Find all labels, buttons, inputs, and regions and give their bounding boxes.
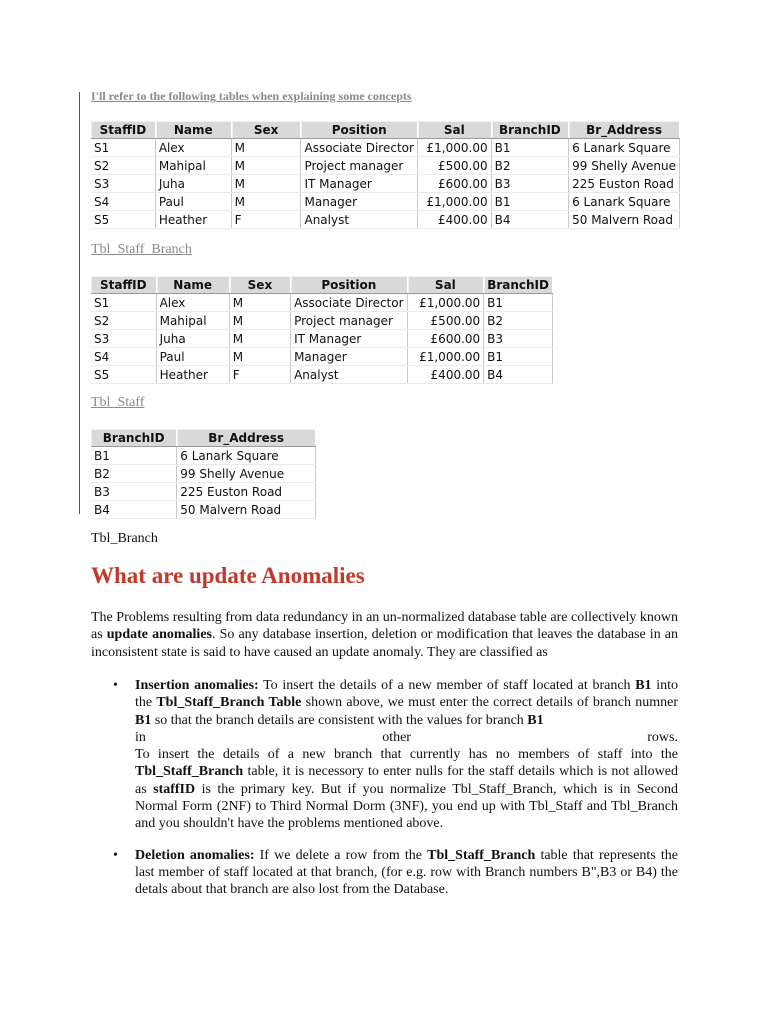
table-cell: 6 Lanark Square	[569, 139, 680, 157]
table-caption-branch: Tbl_Branch	[91, 531, 158, 546]
table-cell: M	[231, 175, 301, 193]
table-cell: F	[229, 366, 290, 384]
table-cell: Associate Director	[291, 294, 407, 312]
table-header-row	[91, 276, 553, 294]
table-cell: B1	[491, 193, 569, 211]
table-cell: B3	[91, 483, 177, 501]
table-cell: 99 Shelly Avenue	[177, 465, 316, 483]
table-cell: Manager	[291, 348, 407, 366]
branch-table	[91, 429, 316, 519]
table-cell: Paul	[156, 348, 229, 366]
table-cell: £600.00	[407, 330, 484, 348]
table-cell: B1	[484, 294, 553, 312]
column-header: Sex	[229, 276, 290, 294]
column-header: Name	[156, 276, 229, 294]
bullet-icon: •	[113, 678, 118, 693]
column-header: Sal	[417, 121, 491, 139]
table-cell: Analyst	[291, 366, 407, 384]
table-cell: IT Manager	[301, 175, 417, 193]
insertion-continued: To insert the details of a new branch that currently has no members of staff into the Tbl_Staff_Branch table, it is necessory to enter nulls for the staff details which is not allowed as staffID is the primary key. But if you normalize Tbl_Staff_Branch, which is in Second Normal Form (2NF) to Third Normal Dorm (3NF), you end up with Tbl_Staff and Tbl_Branch and you shouldn't have the problems mentioned above.	[135, 747, 678, 832]
column-header: Br_Address	[569, 121, 680, 139]
table-cell: F	[231, 211, 301, 229]
table-row	[91, 211, 680, 229]
table-cell: Project manager	[291, 312, 407, 330]
table-cell: M	[229, 312, 290, 330]
table-cell: S5	[91, 211, 155, 229]
table-cell: B2	[91, 465, 177, 483]
column-header: StaffID	[91, 121, 155, 139]
table-cell: S4	[91, 348, 156, 366]
table-row	[91, 465, 316, 483]
table-cell: £400.00	[407, 366, 484, 384]
column-header: BranchID	[484, 276, 553, 294]
table-cell: Associate Director	[301, 139, 417, 157]
table-header-row	[91, 121, 680, 139]
table-cell: Heather	[156, 366, 229, 384]
table-cell: S1	[91, 139, 155, 157]
column-header: BranchID	[491, 121, 569, 139]
table-cell: M	[231, 157, 301, 175]
table-cell: B4	[484, 366, 553, 384]
table-cell: B2	[491, 157, 569, 175]
table-row	[91, 175, 680, 193]
table-cell: B1	[91, 447, 177, 465]
table-cell: S5	[91, 366, 156, 384]
table-cell: Alex	[155, 139, 231, 157]
table-caption-staff-branch[interactable]: Tbl_Staff_Branch	[91, 242, 192, 257]
table-cell: M	[231, 193, 301, 211]
staff-table	[91, 276, 553, 384]
bullet-icon: •	[113, 847, 118, 863]
table-row	[91, 330, 553, 348]
table-cell: B4	[91, 501, 177, 519]
staff-branch-table	[91, 121, 680, 229]
section-heading: What are update Anomalies	[91, 563, 365, 588]
table-row	[91, 312, 553, 330]
intro-paragraph: The Problems resulting from data redundancy in an un-normalized database table are collectively known as update anomalies. So any database insertion, deletion or modification that leaves the database in an inconsistent state is said to have caused an update anomaly. They are classified as	[91, 610, 679, 660]
spread-line: in other rows.	[135, 729, 678, 745]
table-row	[91, 193, 680, 211]
table-cell: £600.00	[417, 175, 491, 193]
column-header: Br_Address	[177, 429, 316, 447]
table-cell: 6 Lanark Square	[569, 193, 680, 211]
table-row	[91, 348, 553, 366]
table-cell: S4	[91, 193, 155, 211]
table-cell: £1,000.00	[417, 193, 491, 211]
table-cell: Juha	[156, 330, 229, 348]
table-row	[91, 294, 553, 312]
table-cell: Heather	[155, 211, 231, 229]
table-cell: M	[229, 330, 290, 348]
table-row	[91, 447, 316, 465]
table-row	[91, 483, 316, 501]
anomaly-list	[91, 677, 678, 899]
table-cell: S3	[91, 330, 156, 348]
table-cell: 6 Lanark Square	[177, 447, 316, 465]
table-cell: £1,000.00	[417, 139, 491, 157]
column-header: Sex	[231, 121, 301, 139]
column-header: Position	[301, 121, 417, 139]
table-cell: Paul	[155, 193, 231, 211]
table-cell: Project manager	[301, 157, 417, 175]
column-header: Name	[155, 121, 231, 139]
table-cell: IT Manager	[291, 330, 407, 348]
table-cell: B1	[484, 348, 553, 366]
table-cell: £400.00	[417, 211, 491, 229]
table-cell: Juha	[155, 175, 231, 193]
column-header: Position	[291, 276, 407, 294]
column-header: Sal	[407, 276, 484, 294]
table-cell: B2	[484, 312, 553, 330]
left-margin-line	[79, 92, 80, 514]
table-cell: 225 Euston Road	[569, 175, 680, 193]
column-header: StaffID	[91, 276, 156, 294]
table-cell: M	[231, 139, 301, 157]
table-cell: B1	[491, 139, 569, 157]
table-cell: S2	[91, 157, 155, 175]
table-cell: £500.00	[417, 157, 491, 175]
list-item-insertion: • Insertion anomalies: To insert the details of a new member of staff located at branch B1 into the Tbl_Staff_Branch Table shown above, we must enter the correct details of branch numner B1 so that the branch details are consistent with the values for branch B1 in other rows. To insert the details of a new branch that currently has no members of staff into the Tbl_Staff_Branch table, it is necessory to enter nulls for the staff details which is not allowed as staffID is the primary key. But if you normalize Tbl_Staff_Branch, which is in Second Normal Form (2NF) to Third Normal Dorm (3NF), you end up with Tbl_Staff and Tbl_Branch and you shouldn't have the problems mentioned above.	[113, 678, 679, 832]
intro-text: I'll refer to the following tables when explaining some concepts	[91, 89, 412, 103]
column-header: BranchID	[91, 429, 177, 447]
table-cell: B3	[484, 330, 553, 348]
table-header-row	[91, 429, 316, 447]
list-item-deletion: • Deletion anomalies: If we delete a row from the Tbl_Staff_Branch table that represents the last member of staff located at that branch, (for e.g. row with Branch numbers B",B3 or B4) the detals about that branch are also lost from the Database.	[113, 847, 678, 898]
table-cell: Alex	[156, 294, 229, 312]
table-cell: 50 Malvern Road	[177, 501, 316, 519]
table-row	[91, 501, 316, 519]
table-cell: £1,000.00	[407, 348, 484, 366]
table-cell: Mahipal	[156, 312, 229, 330]
table-cell: 50 Malvern Road	[569, 211, 680, 229]
table-row	[91, 366, 553, 384]
table-row	[91, 139, 680, 157]
table-cell: B3	[491, 175, 569, 193]
table-cell: 99 Shelly Avenue	[569, 157, 680, 175]
table-cell: S1	[91, 294, 156, 312]
table-cell: M	[229, 348, 290, 366]
table-cell: £1,000.00	[407, 294, 484, 312]
table-cell: S2	[91, 312, 156, 330]
table-cell: B4	[491, 211, 569, 229]
table-row	[91, 157, 680, 175]
table-cell: 225 Euston Road	[177, 483, 316, 501]
table-cell: Mahipal	[155, 157, 231, 175]
table-cell: £500.00	[407, 312, 484, 330]
table-cell: Manager	[301, 193, 417, 211]
table-cell: S3	[91, 175, 155, 193]
table-caption-staff[interactable]: Tbl_Staff	[91, 395, 145, 410]
table-cell: M	[229, 294, 290, 312]
table-cell: Analyst	[301, 211, 417, 229]
